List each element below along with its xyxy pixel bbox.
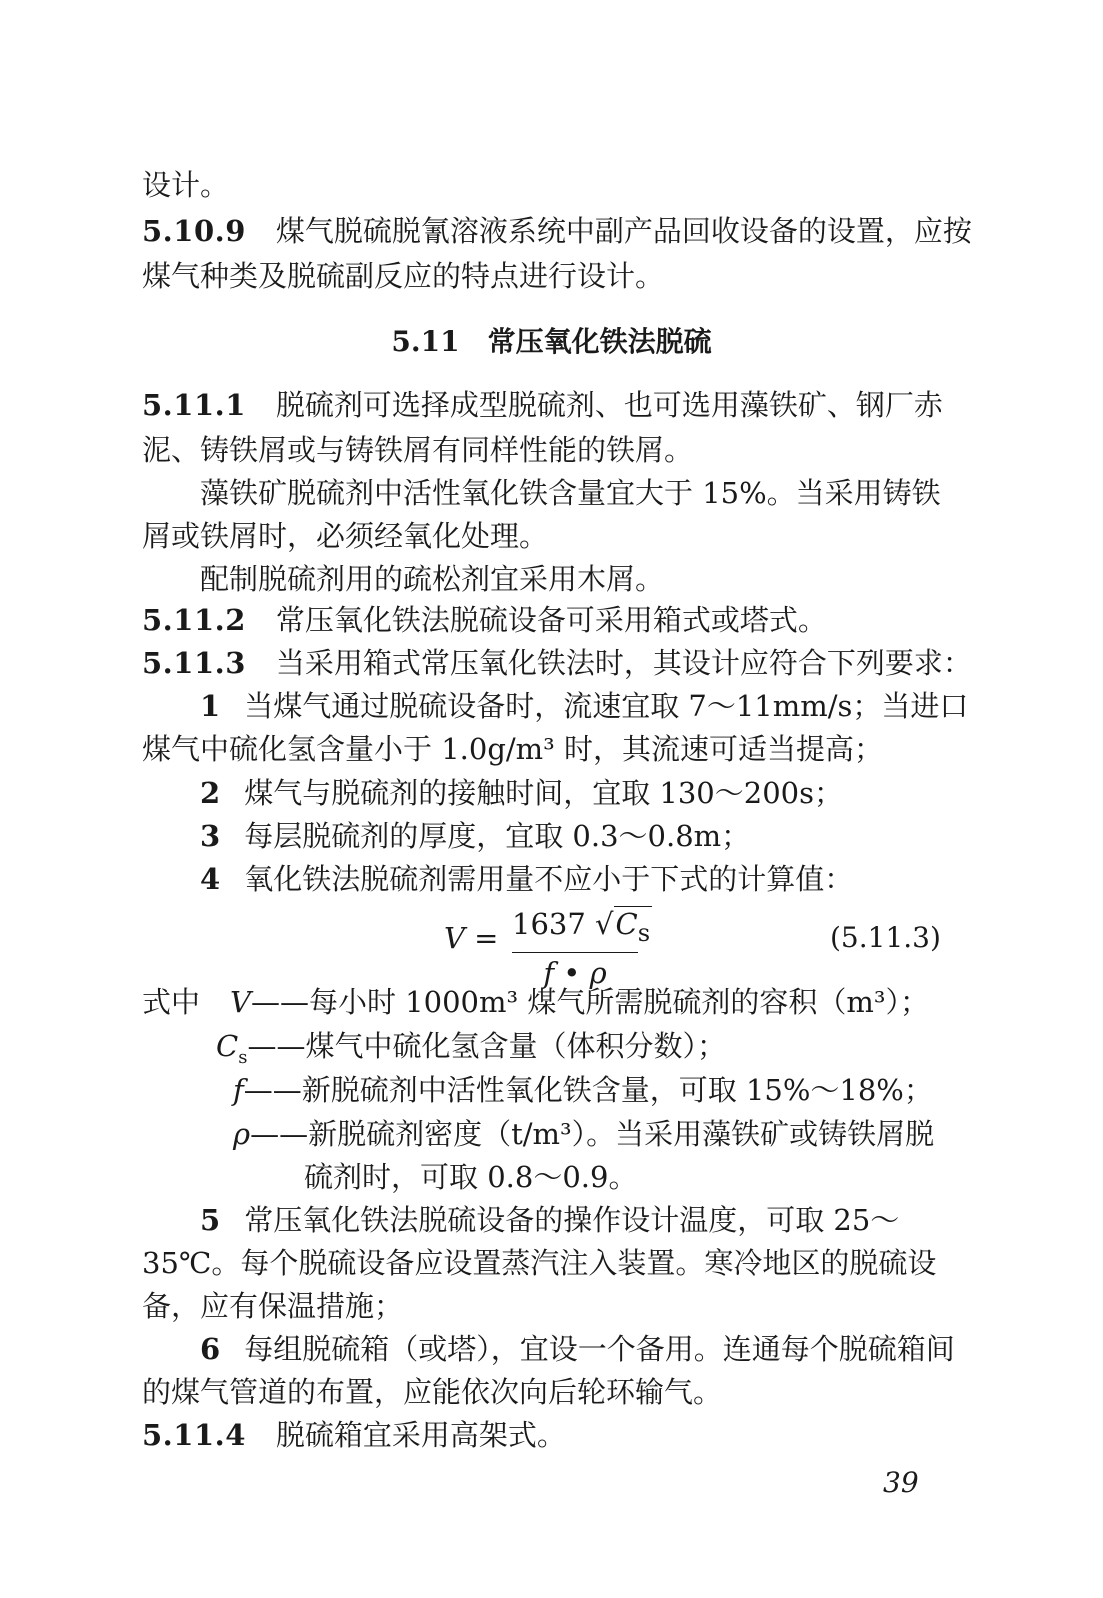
text: 屑或铁屑时，必须经氧化处理。 <box>142 519 549 553</box>
clause-5-11-3 <box>142 641 972 685</box>
symbol: C <box>216 1029 239 1063</box>
clause-number: 5.11.3 <box>142 646 246 680</box>
formula-subscript: s <box>637 918 651 947</box>
dash: —— <box>243 1073 302 1107</box>
equation-number: (5.11.3) <box>830 921 941 954</box>
item-number: 5 <box>200 1203 221 1237</box>
clause-5-11-4 <box>142 1413 566 1457</box>
text: 的煤气管道的布置，应能依次向后轮环输气。 <box>142 1375 723 1409</box>
formula-coefficient: 1637 <box>512 907 586 941</box>
paragraph-line <box>142 1241 936 1285</box>
definition-text: 新脱硫剂密度（t/m³）。当采用藻铁矿或铸铁屑脱 <box>308 1117 935 1151</box>
text: 泥、铸铁屑或与铸铁屑有同样性能的铁屑。 <box>142 433 694 467</box>
clause-text: 脱硫箱宜采用高架式。 <box>275 1418 566 1452</box>
text: 硫剂时，可取 0.8～0.9。 <box>304 1160 638 1194</box>
formula-variable: C <box>615 907 638 941</box>
item-text: 每层脱硫剂的厚度，宜取 0.3～0.8m； <box>244 819 751 853</box>
clause-5-11-2 <box>142 598 827 642</box>
text: 煤气中硫化氢含量小于 1.0g/m³ 时，其流速可适当提高； <box>142 732 884 766</box>
paragraph-line <box>200 471 941 515</box>
page-number: 39 <box>883 1466 919 1499</box>
symbol: f <box>233 1073 244 1107</box>
list-item <box>200 1198 899 1242</box>
text: 藻铁矿脱硫剂中活性氧化铁含量宜大于 15%。当采用铸铁 <box>200 476 941 510</box>
item-text: 氧化铁法脱硫剂需用量不应小于下式的计算值： <box>244 862 854 896</box>
symbol-subscript: s <box>238 1046 248 1068</box>
formula-variable: V <box>444 921 465 955</box>
dash: —— <box>247 1029 306 1063</box>
formula-equals: = <box>474 921 499 955</box>
item-text: 煤气与脱硫剂的接触时间，宜取 130～200s； <box>244 776 843 810</box>
clause-number: 5.11.4 <box>142 1418 246 1452</box>
item-number: 1 <box>200 689 221 723</box>
formula-numerator <box>512 905 651 953</box>
symbol: V <box>230 985 251 1019</box>
paragraph-line <box>142 727 883 771</box>
item-text: 常压氧化铁法脱硫设备的操作设计温度，可取 25～ <box>244 1203 900 1237</box>
clause-number: 5.11.2 <box>142 603 246 637</box>
clause-text: 当采用箱式常压氧化铁法时，其设计应符合下列要求： <box>275 646 972 680</box>
paragraph-line <box>142 254 664 298</box>
text: 设计。 <box>142 168 230 202</box>
formula-variable: ρ <box>589 955 607 990</box>
section-number: 5.11 <box>391 325 460 358</box>
paragraph-line <box>142 514 548 558</box>
formula-operator: • <box>563 955 581 990</box>
formula-lhs <box>444 921 498 955</box>
item-number: 6 <box>200 1332 221 1366</box>
paragraph-line <box>142 428 693 472</box>
list-item <box>200 1327 955 1371</box>
symbol-definition <box>233 1068 933 1112</box>
section-heading: 常压氧化铁法脱硫 <box>487 325 712 358</box>
item-text: 当煤气通过脱硫设备时，流速宜取 7～11mm/s；当进口 <box>244 689 969 723</box>
item-number: 2 <box>200 776 221 810</box>
square-root: $√C_s$ <box>595 907 651 947</box>
symbol: ρ <box>233 1117 251 1151</box>
definition-text: 每小时 1000m³ 煤气所需脱硫剂的容积（m³）； <box>308 985 929 1019</box>
symbol-definition <box>142 980 929 1024</box>
clause-5-11-1 <box>142 383 943 427</box>
clause-number: 5.10.9 <box>142 214 246 248</box>
clause-5-10-9 <box>142 209 972 253</box>
text: 煤气种类及脱硫副反应的特点进行设计。 <box>142 259 665 293</box>
definition-text: 新脱硫剂中活性氧化铁含量，可取 15%～18%； <box>301 1073 933 1107</box>
text: 备，应有保温措施； <box>142 1289 404 1323</box>
symbol-definition <box>233 1112 934 1156</box>
text: 配制脱硫剂用的疏松剂宜采用木屑。 <box>200 562 665 596</box>
item-text: 每组脱硫箱（或塔），宜设一个备用。连通每个脱硫箱间 <box>244 1332 955 1366</box>
clause-number: 5.11.1 <box>142 388 246 422</box>
item-number: 4 <box>200 862 221 896</box>
list-item <box>200 684 968 728</box>
dash: —— <box>250 985 309 1019</box>
definition-text: 煤气中硫化氢含量（体积分数）； <box>305 1029 726 1063</box>
clause-text: 常压氧化铁法脱硫设备可采用箱式或塔式。 <box>275 603 827 637</box>
item-number: 3 <box>200 819 221 853</box>
where-label: 式中 <box>142 985 201 1019</box>
section-title <box>0 320 1103 364</box>
dash: —— <box>250 1117 309 1151</box>
clause-text: 煤气脱硫脱氰溶液系统中副产品回收设备的设置，应按 <box>275 214 972 248</box>
list-item <box>200 771 843 815</box>
paragraph-line <box>200 557 664 601</box>
list-item <box>200 857 853 901</box>
clause-text: 脱硫剂可选择成型脱硫剂、也可选用藻铁矿、钢厂赤 <box>275 388 943 422</box>
text: 35℃。每个脱硫设备应设置蒸汽注入装置。寒冷地区的脱硫设 <box>142 1246 937 1280</box>
paragraph-line <box>142 163 229 207</box>
paragraph-line <box>142 1370 722 1414</box>
list-item <box>200 814 750 858</box>
paragraph-line <box>304 1155 637 1199</box>
paragraph-line <box>142 1284 403 1328</box>
formula-variable: f <box>543 955 555 990</box>
